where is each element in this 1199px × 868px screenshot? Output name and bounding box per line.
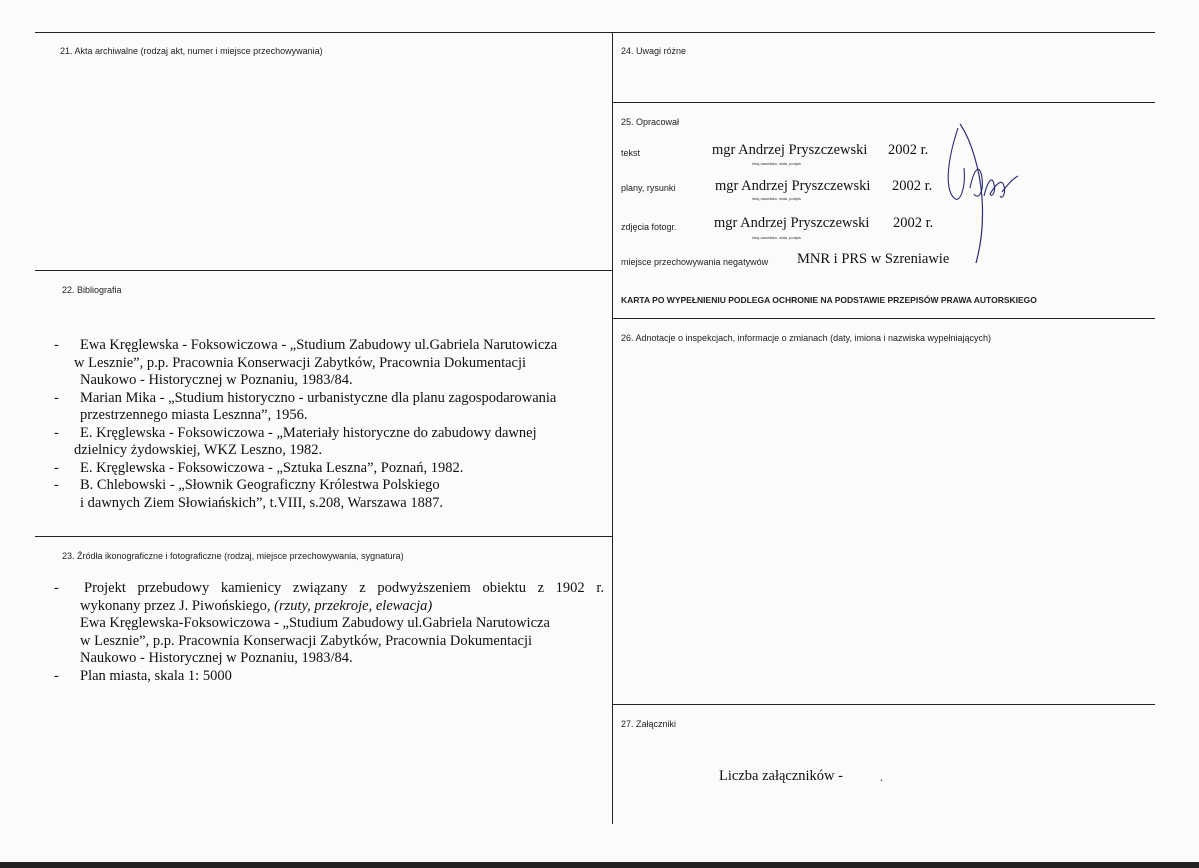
author-name: mgr Andrzej Pryszczewski: [715, 178, 871, 194]
list-line: i dawnych Ziem Słowiańskich”, t.VIII, s.208, Warszawa 1887.: [80, 494, 443, 511]
list-line: Marian Mika - „Studium historyczno - urbanistyczne dla planu zagospodarowania: [80, 389, 557, 406]
list-line: w Lesznie”, p.p. Pracownia Konserwacji Zabytków, Pracownia Dokumentacji: [74, 354, 527, 371]
field-hint: imię,nazwisko, data, podpis: [752, 161, 801, 166]
rule-21-22: [35, 270, 612, 271]
list-dash: -: [54, 580, 59, 596]
list-dash: -: [54, 424, 59, 441]
list-line: E. Kręglewska - Foksowiczowa - „Materiały historyczne do zabudowy dawnej: [80, 424, 537, 441]
list-line: Plan miasta, skala 1: 5000: [80, 667, 232, 684]
negatives-label: miejsce przechowywania negatywów: [621, 257, 769, 267]
author-name: mgr Andrzej Pryszczewski: [712, 142, 868, 158]
list-line: przestrzennego miasta Lesznna”, 1956.: [80, 407, 308, 423]
author-year: 2002 r.: [888, 142, 929, 158]
section-23-title: 23. Źródła ikonograficzne i fotograficzne (rodzaj, miejsce przechowywania, sygnatura): [62, 551, 404, 561]
list-item: [54, 424, 605, 460]
list-line: Ewa Kręglewska-Foksowiczowa - „Studium Zabudowy ul.Gabriela Narutowicza: [80, 615, 550, 631]
list-line: B. Chlebowski - „Słownik Geograficzny Królestwa Polskiego: [80, 477, 440, 493]
list-item: [54, 389, 605, 425]
row-label-photos: zdjęcia fotogr.: [621, 222, 677, 232]
copyright-notice: KARTA PO WYPEŁNIENIU PODLEGA OCHRONIE NA PODSTAWIE PRZEPISÓW PRAWA AUTORSKIEGO: [621, 295, 1037, 305]
list-line: Naukowo - Historycznej w Poznaniu, 1983/84.: [80, 372, 353, 388]
list-line: Naukowo - Historycznej w Poznaniu, 1983/84.: [80, 650, 353, 666]
list-line: Ewa Kręglewska - Foksowiczowa - „Studium Zabudowy ul.Gabriela Narutowicza: [80, 337, 558, 353]
list-item: [54, 477, 605, 512]
iconography-list: [54, 580, 605, 685]
author-year: 2002 r.: [892, 178, 933, 194]
author-year: 2002 r.: [893, 215, 934, 231]
list-line-italic: (rzuty, przekroje, elewacja): [274, 597, 433, 614]
row-label-text: tekst: [621, 148, 641, 158]
rule-22-23: [35, 536, 612, 537]
rule-25-26: [612, 318, 1155, 319]
list-dash: -: [54, 477, 59, 493]
bibliography-list: [54, 337, 605, 512]
signature-image: [940, 118, 1030, 268]
top-rule: [35, 32, 1155, 33]
list-dash: -: [54, 667, 59, 684]
list-line: Projekt przebudowy kamienicy związany z podwyższeniem obiektu z 1902 r.: [84, 580, 604, 596]
attachments-count-label: Liczba załączników -: [719, 768, 843, 784]
rule-24-25: [612, 102, 1155, 103]
list-item: [54, 667, 605, 686]
rule-26-27: [612, 704, 1155, 705]
attachments-count-value: .: [880, 770, 883, 784]
field-hint: imię,nazwisko, data, podpis: [752, 196, 801, 201]
list-line-text: wykonany przez J. Piwońskiego,: [80, 597, 275, 614]
list-line: w Lesznie”, p.p. Pracownia Konserwacji Zabytków, Pracownia Dokumentacji: [80, 632, 533, 649]
section-21-title: 21. Akta archiwalne (rodzaj akt, numer i miejsce przechowywania): [60, 46, 323, 56]
scan-bottom-edge: [0, 862, 1199, 868]
list-line: E. Kręglewska - Foksowiczowa - „Sztuka Leszna”, Poznań, 1982.: [80, 459, 464, 476]
list-dash: -: [54, 337, 59, 353]
list-item: [54, 580, 605, 668]
list-item: [54, 459, 605, 478]
section-27-title: 27. Załączniki: [621, 719, 677, 729]
center-divider: [612, 32, 613, 824]
negatives-value: MNR i PRS w Szreniawie: [797, 251, 950, 267]
section-22-title: 22. Bibliografia: [62, 285, 122, 295]
list-dash: -: [54, 389, 59, 406]
section-24-title: 24. Uwagi różne: [621, 46, 687, 56]
list-line: dzielnicy żydowskiej, WKZ Leszno, 1982.: [74, 442, 323, 458]
section-26-title: 26. Adnotacje o inspekcjach, informacje o zmianach (daty, imiona i nazwiska wypełniających): [621, 333, 992, 343]
field-hint: imię,nazwisko, data, podpis: [752, 235, 801, 240]
row-label-plans: plany, rysunki: [621, 183, 676, 193]
list-line: [80, 598, 605, 616]
list-dash: -: [54, 459, 59, 476]
section-25-title: 25. Opracował: [621, 117, 680, 127]
list-item: [54, 337, 605, 390]
author-name: mgr Andrzej Pryszczewski: [714, 215, 870, 231]
